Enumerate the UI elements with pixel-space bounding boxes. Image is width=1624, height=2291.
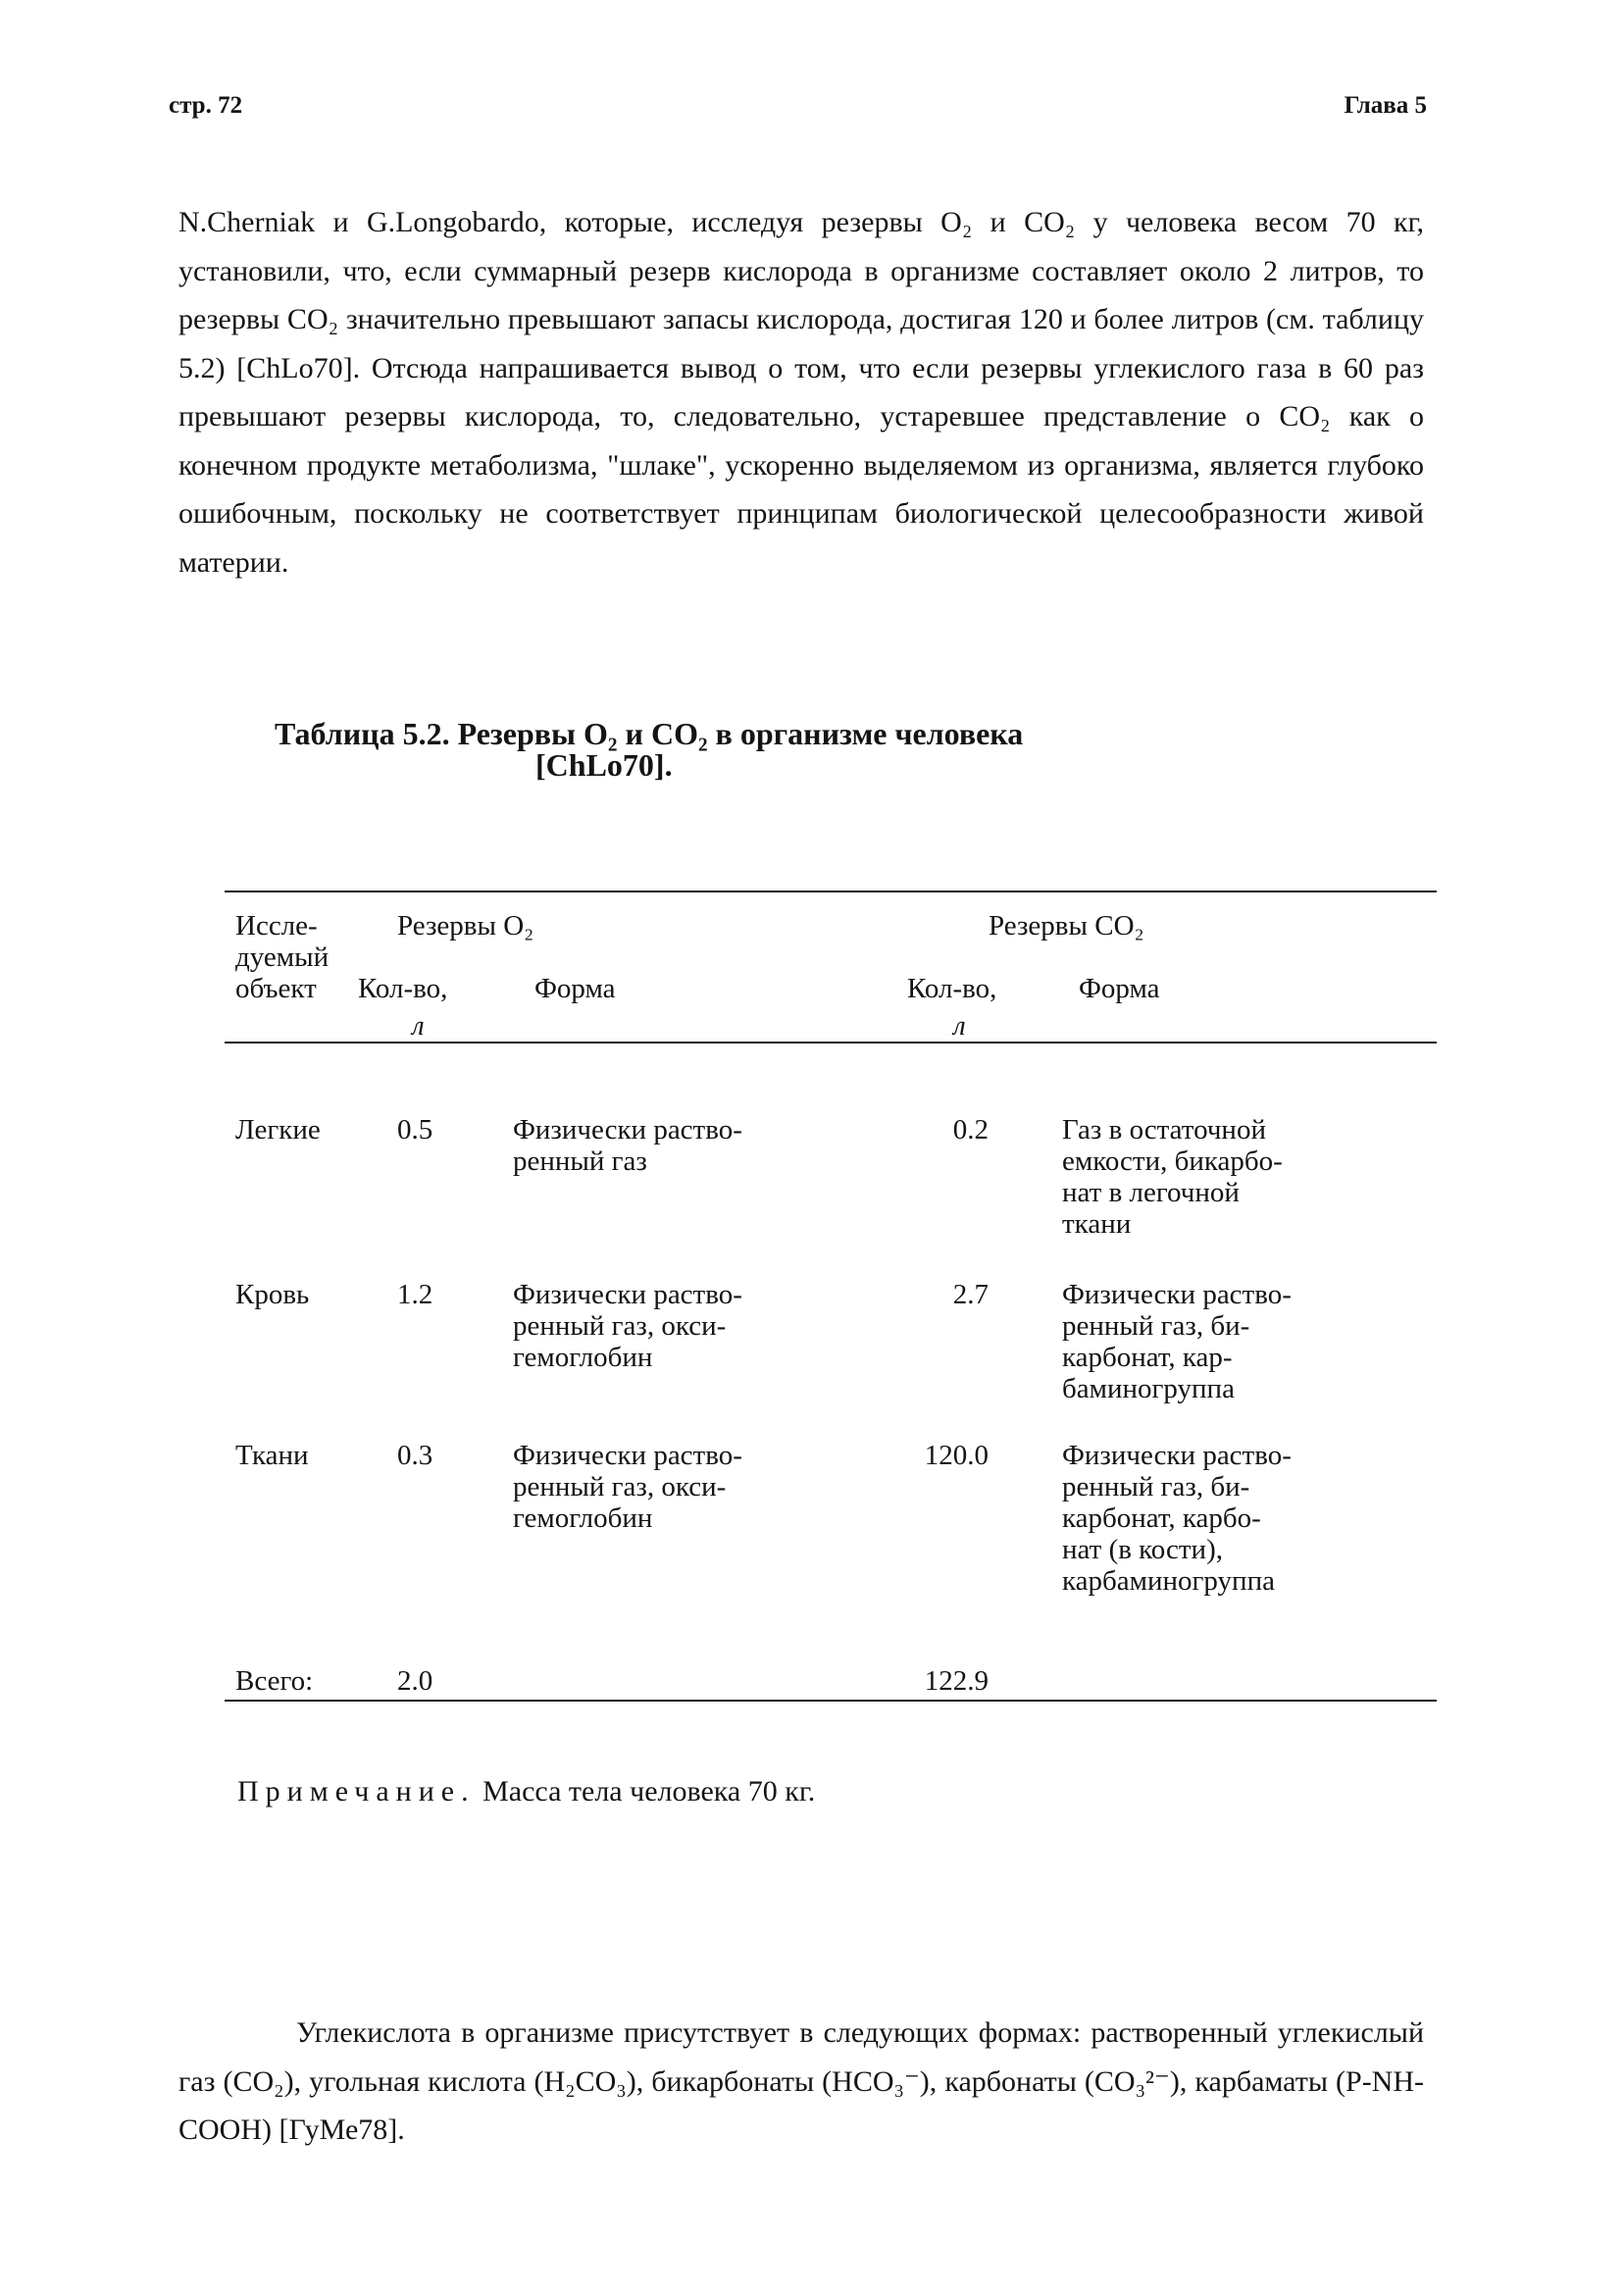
row-tissue-co2-form-5: карбаминогруппа [1062, 1565, 1275, 1597]
header-co2-group: Резервы CO₂ [989, 910, 1144, 942]
total-o2: 2.0 [397, 1665, 433, 1697]
total-co2: 122.9 [924, 1665, 989, 1697]
table-top-rule [225, 891, 1437, 892]
chapter-title: Глава 5 [1344, 92, 1427, 119]
header-object-line3: объект [235, 973, 317, 1004]
row-lungs-object: Легкие [235, 1114, 321, 1146]
row-tissue-co2-qty: 120.0 [924, 1440, 989, 1471]
row-tissue-co2-form-2: ренный газ, би- [1062, 1471, 1250, 1502]
row-tissue-co2-form-1: Физически раство- [1062, 1440, 1292, 1471]
row-blood-o2-form-1: Физически раство- [513, 1279, 742, 1310]
row-lungs-co2-form-1: Газ в остаточной [1062, 1114, 1266, 1146]
row-tissue-o2-form-1: Физически раство- [513, 1440, 742, 1471]
table-caption-line1: Таблица 5.2. Резервы O₂ и CO₂ в организме человека [275, 716, 1024, 751]
table-header-rule [225, 1042, 1437, 1044]
row-tissue-co2-form-3: карбонат, карбо- [1062, 1502, 1261, 1534]
row-lungs-o2-qty: 0.5 [397, 1114, 433, 1146]
header-o2-form: Форма [534, 973, 616, 1004]
page-number: стр. 72 [169, 92, 243, 119]
row-blood-o2-qty: 1.2 [397, 1279, 433, 1310]
header-co2-unit: л [953, 1010, 966, 1042]
header-object-line2: дуемый [235, 942, 330, 973]
row-lungs-co2-form-2: емкости, бикарбо- [1062, 1146, 1283, 1177]
row-lungs-co2-qty: 0.2 [952, 1114, 989, 1146]
row-tissue-o2-form-3: гемоглобин [513, 1502, 653, 1534]
row-blood-o2-form-3: гемоглобин [513, 1342, 653, 1373]
row-blood-co2-form-1: Физически раство- [1062, 1279, 1292, 1310]
intro-paragraph: N.Cherniak и G.Longobardo, которые, исследуя резервы O₂ и CO₂ у человека весом 70 кг, установили, что, если суммарный резерв кислорода в организме составляет около 2 литров, то резервы CO₂ значительно превышают запасы кислорода, достигая 120 и более литров (см. таблицу 5.2) [ChLo70]. Отсюда напрашивается вывод о том, что если резервы углекислого газа в 60 раз превышают резервы кислорода, то, следовательно, устаревшее представление о CO₂ как о конечном продукте метаболизма, "шлаке", ускоренно выделяемом из организма, является глубоко ошибочным, поскольку не соответствует принципам биологической целесообразности живой материи. [178, 206, 1424, 579]
total-label: Всего: [235, 1665, 314, 1697]
header-o2-group: Резервы O₂ [397, 910, 534, 942]
row-tissue-o2-qty: 0.3 [397, 1440, 433, 1471]
header-o2-qty: Кол-во, [358, 973, 448, 1004]
forms-paragraph: Углекислота в организме присутствует в следующих формах: растворенный углекислый газ (CO₂), угольная кислота (H₂CO₃), бикарбонаты (HCO₃⁻), карбонаты (CO₃²⁻), карбаматы (P-NH-COOH) [ГуМе78]. [178, 2016, 1424, 2146]
row-blood-co2-qty: 2.7 [952, 1279, 989, 1310]
table-note [237, 1775, 815, 1808]
note-label: Примечание. [237, 1775, 476, 1807]
row-lungs-co2-form-4: ткани [1062, 1208, 1132, 1240]
row-lungs-co2-form-3: нат в легочной [1062, 1177, 1240, 1208]
row-blood-co2-form-2: ренный газ, би- [1062, 1310, 1250, 1342]
row-lungs-o2-form-1: Физически раство- [513, 1114, 742, 1146]
row-tissue-object: Ткани [235, 1440, 309, 1471]
row-tissue-o2-form-2: ренный газ, окси- [513, 1471, 727, 1502]
row-blood-o2-form-2: ренный газ, окси- [513, 1310, 727, 1342]
header-o2-unit: л [412, 1010, 425, 1042]
table-bottom-rule [225, 1700, 1437, 1702]
row-tissue-co2-form-4: нат (в кости), [1062, 1534, 1223, 1565]
row-lungs-o2-form-2: ренный газ [513, 1146, 647, 1177]
row-blood-co2-form-3: карбонат, кар- [1062, 1342, 1233, 1373]
header-co2-form: Форма [1079, 973, 1160, 1004]
row-blood-co2-form-4: баминогруппа [1062, 1373, 1235, 1404]
table-caption [275, 718, 1023, 781]
header-object-line1: Иссле- [235, 910, 318, 942]
note-text: Масса тела человека 70 кг. [482, 1775, 816, 1807]
row-blood-object: Кровь [235, 1279, 310, 1310]
header-co2-qty: Кол-во, [907, 973, 997, 1004]
table-caption-line2: [ChLo70]. [535, 747, 673, 783]
